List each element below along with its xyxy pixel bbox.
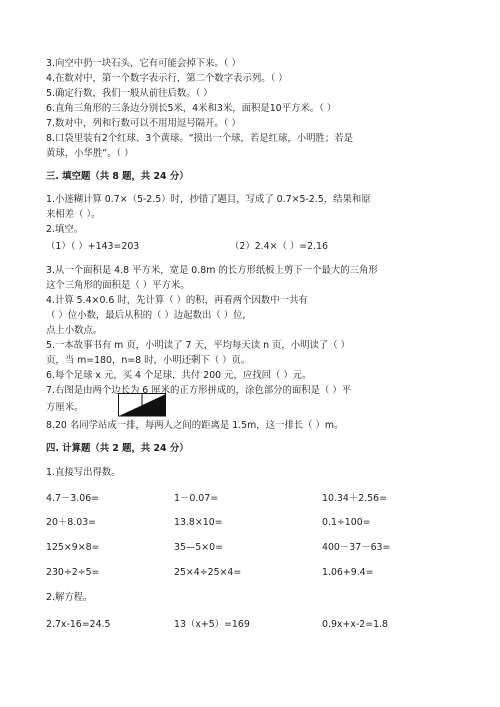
fill-question-1-line1: 1.小迷糊计算 0.7×（5-2.5）时，抄错了题目，写成了 0.7×5-2.5，结果和原 [46, 194, 371, 205]
calc-item: 20＋8.03= [46, 517, 97, 528]
judge-question-7: 7.数对中，列和行数可以不用用逗号隔开。（ ） [46, 118, 241, 129]
calc-item: 35—5×0= [174, 542, 223, 553]
fill-question-2: 2.填空。 [46, 224, 84, 235]
fill-question-5-line2: 页，当 m=180，n=8 时，小明还剩下（ ）页。 [46, 355, 251, 366]
fill-question-2b: （2）2.4×（ ）=2.16 [230, 241, 328, 252]
equation-item: 2.7x-16=24.5 [46, 619, 111, 630]
fill-question-4-line2: （ ）位小数，最后从积的（ ）边起数出（ ）位, [46, 310, 246, 321]
calc-item: 4.7－3.06= [46, 493, 100, 504]
fill-question-5-line1: 5.一本故事书有 m 页，小明读了 7 天，平均每天读 n 页，小明读了（ ） [46, 340, 350, 351]
judge-question-6: 6.直角三角形的三条边分别长5米，4米和3米，面积是10平方米。（ ） [46, 103, 337, 114]
fill-question-4-line1: 4.计算 5.4×0.6 时，先计算（ ）的积，再看两个因数中一共有 [46, 295, 308, 306]
fill-question-3-line2: 这个三角形的面积是（ ）平方米。 [46, 280, 190, 291]
fill-question-4-line3: 点上小数点。 [46, 325, 103, 336]
calc-item: 10.34＋2.56= [322, 493, 387, 504]
fill-question-7-line2: 方厘米。 [46, 402, 84, 413]
fill-question-3-line1: 3.从一个面积是 4.8 平方米，宽是 0.8m 的长方形纸板上剪下一个最大的三角形 [46, 265, 378, 276]
calc-item: 1－0.07= [174, 493, 219, 504]
calc-item: 125×9×8= [46, 542, 100, 553]
calc-item: 0.1÷100= [322, 517, 371, 528]
fill-question-1-line2: 来相差（ ）。 [46, 209, 101, 220]
judge-question-3: 3.向空中扔一块石头，它有可能会掉下来。（ ） [46, 58, 241, 69]
calc-question-2: 2.解方程。 [46, 592, 93, 603]
equation-item: 13（x+5）=169 [174, 619, 250, 630]
calc-item: 400－37－63= [322, 542, 391, 553]
judge-question-8-line1: 8.口袋里装有2个红球、3个黄球。“摸出一个球，若是红球，小明胜；若是 [46, 133, 353, 144]
judge-question-5: 5.确定行数，我们一般从前往后数。（ ） [46, 88, 213, 99]
equation-item: 0.9x+x-2=1.8 [322, 619, 388, 630]
judge-question-4: 4.在数对中，第一个数字表示行，第二个数字表示列。（ ） [46, 73, 288, 84]
fill-question-6: 6.每个足球 x 元，买 4 个足球，共付 200 元，应找回（ ）元。 [46, 370, 312, 381]
calc-item: 1.06+9.4= [322, 567, 374, 578]
fill-question-2a: （1）（ ）+143=203 [46, 241, 140, 252]
calc-section-heading: 四. 计算题（共 2 题，共 24 分） [46, 443, 189, 454]
fill-question-7-line1: 7.右图是由两个边长为 6 厘米的正方形拼成的，涂色部分的面积是（ ）平 [46, 385, 352, 396]
calc-item: 230÷2÷5= [46, 567, 100, 578]
squares-figure [118, 393, 167, 417]
calc-item: 13.8×10= [174, 517, 223, 528]
judge-question-8-line2: 黄球，小华胜”。（ ） [46, 148, 134, 159]
calc-question-1: 1.直接写出得数。 [46, 467, 121, 478]
worksheet-page [46, 0, 466, 707]
fill-section-heading: 三. 填空题（共 8 题，共 24 分） [46, 171, 189, 182]
fill-question-8: 8.20 名同学站成一排，每两人之间的距离是 1.5m，这一排长（ ）m。 [46, 420, 344, 431]
calc-item: 25×4÷25×4= [174, 567, 242, 578]
